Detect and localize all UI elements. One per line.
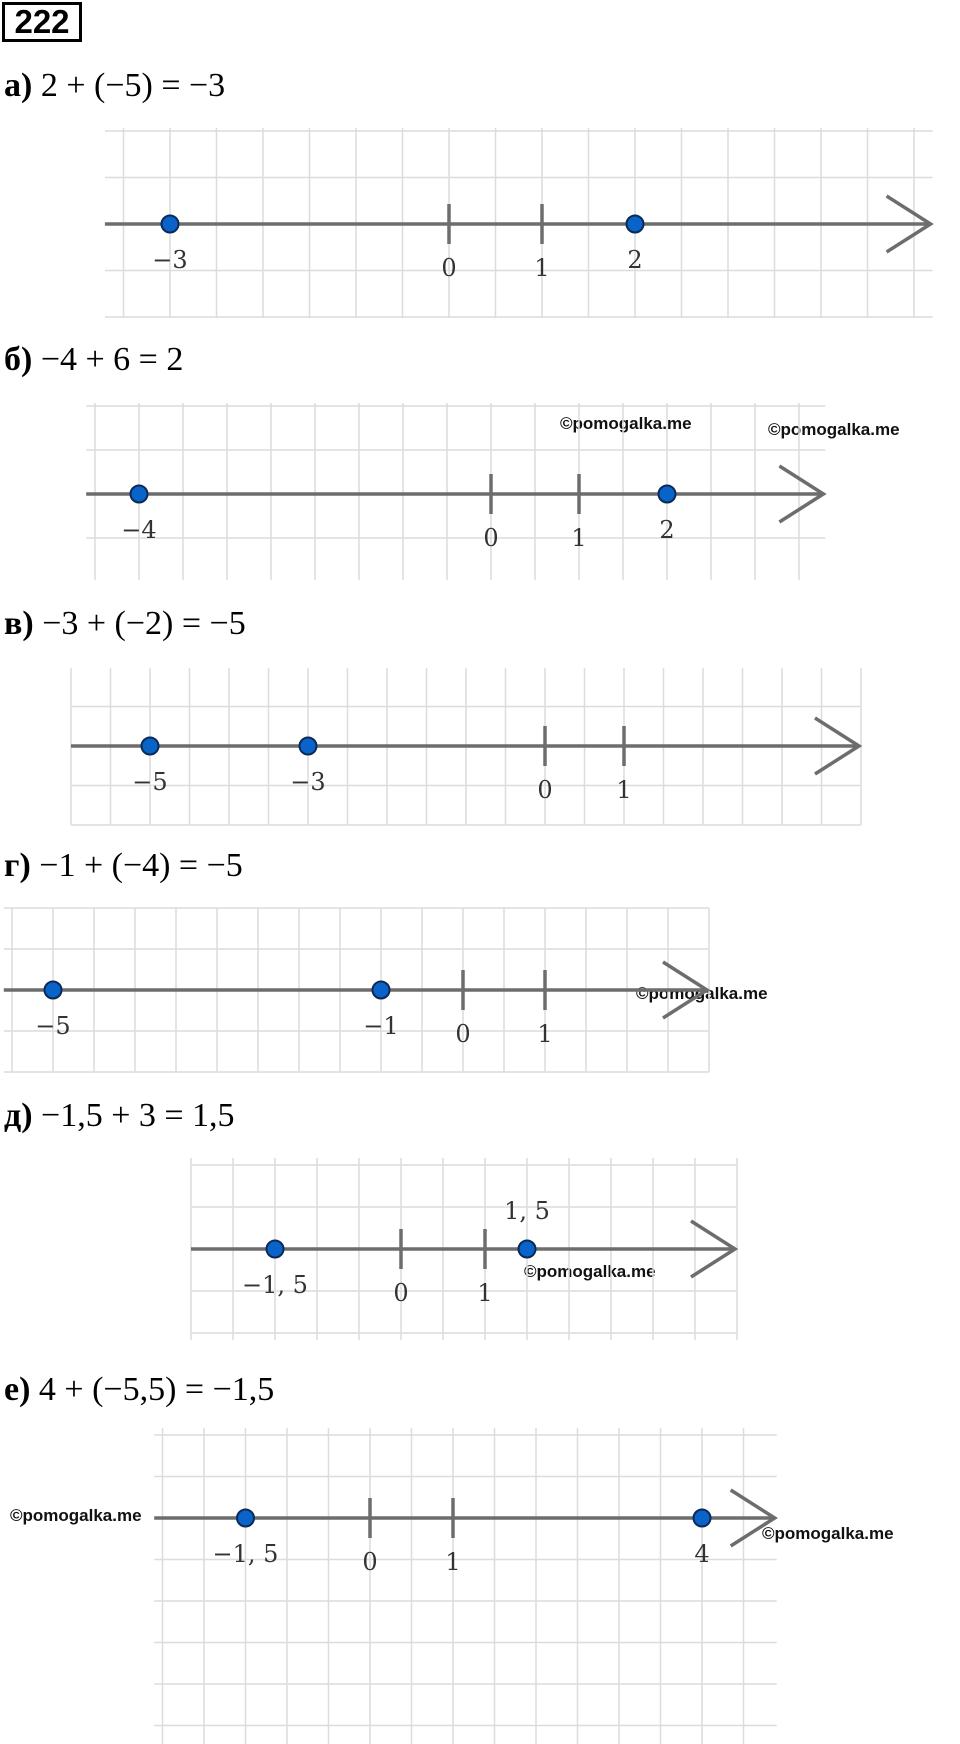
tick-label: 1 <box>616 776 632 804</box>
tick-label: 1 <box>537 1020 553 1048</box>
section-d-letter: г) <box>4 847 31 884</box>
tick-label: 1 <box>534 254 550 282</box>
section-f-label <box>4 1370 274 1410</box>
point-label: −5 <box>35 1012 71 1040</box>
tick-label: 0 <box>362 1548 378 1576</box>
point-label: −3 <box>290 768 326 796</box>
section-c-equation: −3 + (−2) = −5 <box>42 605 246 642</box>
number-line-b <box>0 403 960 580</box>
point-marker <box>373 982 390 999</box>
watermark: ©pomogalka.me <box>524 1262 656 1281</box>
section-c-letter: в) <box>4 605 34 642</box>
grid <box>154 1428 777 1744</box>
tick-label: 0 <box>483 524 499 552</box>
tick-label: 1 <box>571 524 587 552</box>
section-e-label <box>4 1096 235 1136</box>
grid <box>86 403 825 580</box>
number-line-f <box>0 1428 960 1744</box>
point-label: −1, 5 <box>242 1271 308 1299</box>
point-label: 2 <box>659 516 675 544</box>
point-label: 4 <box>694 1540 710 1568</box>
tick-label: 0 <box>441 254 457 282</box>
section-b-equation: −4 + 6 = 2 <box>40 341 184 378</box>
section-f-equation: 4 + (−5,5) = −1,5 <box>38 1371 275 1408</box>
watermark: ©pomogalka.me <box>10 1506 142 1525</box>
section-d-label <box>4 846 243 886</box>
point-label: 1, 5 <box>504 1197 550 1225</box>
section-e-equation: −1,5 + 3 = 1,5 <box>41 1097 235 1134</box>
point-marker <box>519 1241 536 1258</box>
section-a-label <box>4 66 225 106</box>
number-line-c <box>0 668 960 825</box>
section-f-letter: е) <box>4 1371 31 1408</box>
section-c-label <box>4 604 246 644</box>
point-marker <box>162 216 179 233</box>
watermark: ©pomogalka.me <box>762 1524 894 1543</box>
number-line-e <box>0 1158 960 1340</box>
section-e-letter: д) <box>4 1097 33 1134</box>
number-line-d <box>0 908 960 1072</box>
point-marker <box>627 216 644 233</box>
problem-number: 222 <box>2 2 82 42</box>
tick-label: 0 <box>537 776 553 804</box>
point-marker <box>142 738 159 755</box>
section-a-letter: а) <box>4 67 33 104</box>
point-marker <box>131 486 148 503</box>
point-label: 2 <box>627 246 643 274</box>
point-marker <box>237 1510 254 1527</box>
tick-label: 1 <box>477 1279 493 1307</box>
point-label: −5 <box>132 768 168 796</box>
point-marker <box>300 738 317 755</box>
watermark: ©pomogalka.me <box>636 984 768 1003</box>
point-label: −1 <box>363 1012 399 1040</box>
section-a-equation: 2 + (−5) = −3 <box>40 67 226 104</box>
watermark: ©pomogalka.me <box>560 414 692 433</box>
point-label: −1, 5 <box>212 1540 279 1568</box>
point-label: −4 <box>121 516 157 544</box>
watermark: ©pomogalka.me <box>768 420 900 439</box>
section-b-letter: б) <box>4 341 33 378</box>
section-b-label <box>4 340 183 380</box>
number-line-a <box>0 128 960 318</box>
point-label: −3 <box>152 246 188 274</box>
tick-label: 0 <box>393 1279 409 1307</box>
point-marker <box>45 982 62 999</box>
tick-label: 0 <box>455 1020 471 1048</box>
point-marker <box>694 1510 711 1527</box>
section-d-equation: −1 + (−4) = −5 <box>39 847 243 884</box>
point-marker <box>659 486 676 503</box>
tick-label: 1 <box>445 1548 461 1576</box>
point-marker <box>267 1241 284 1258</box>
